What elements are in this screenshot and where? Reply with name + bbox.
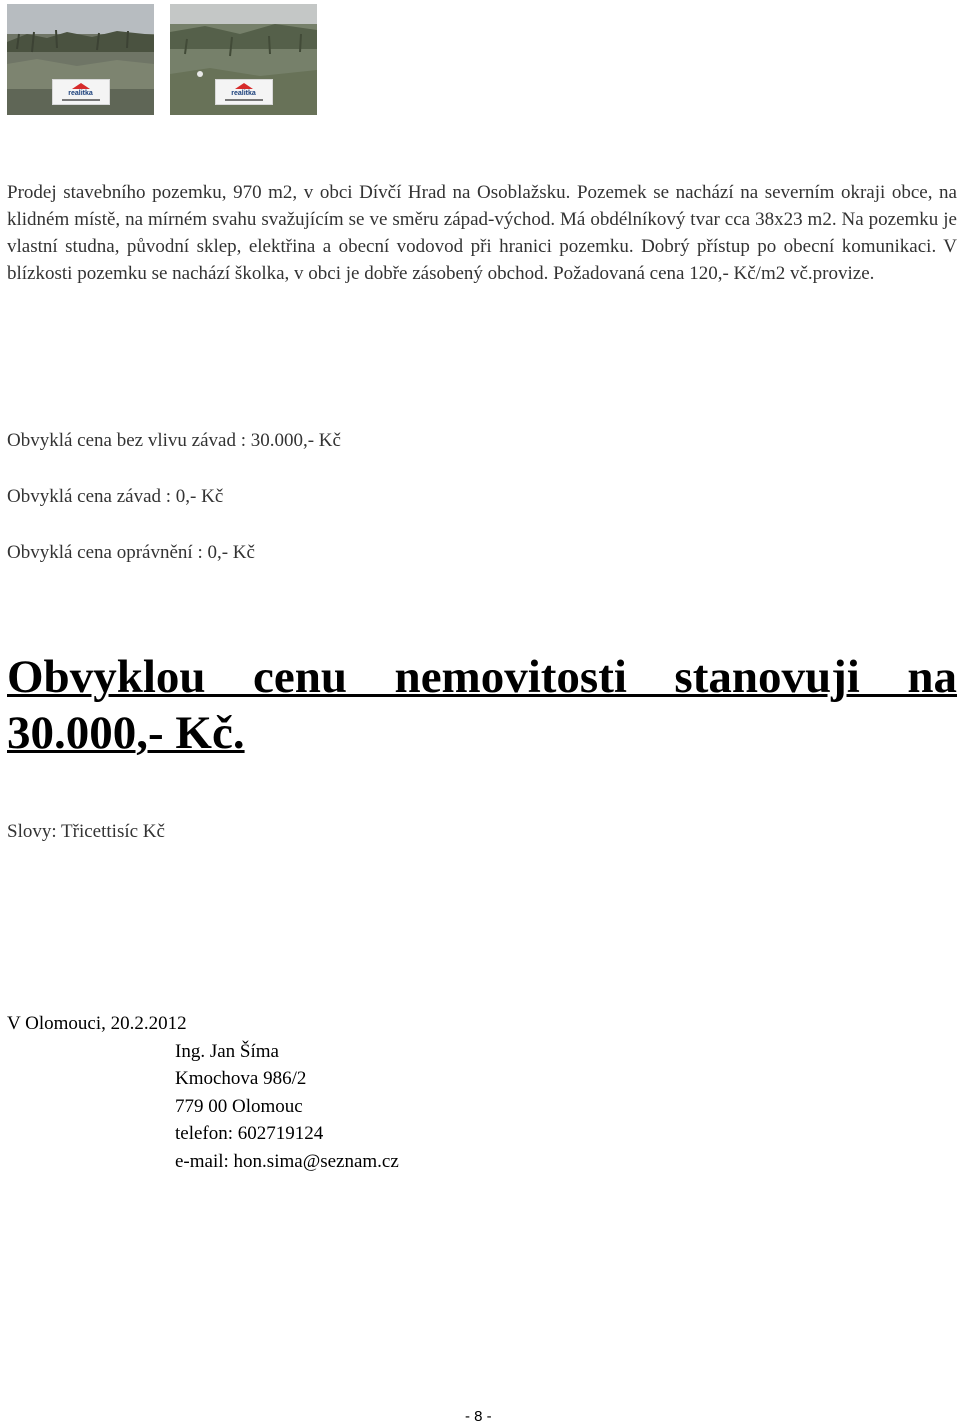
author-phone: telefon: 602719124: [175, 1123, 324, 1144]
logo-text: realitka: [231, 90, 256, 97]
logo-underline: [225, 99, 263, 101]
price-encumbrances: Obvyklá cena závad : 0,- Kč: [7, 486, 224, 507]
property-photo-1: [7, 4, 154, 115]
property-photos: [7, 4, 317, 115]
realitka-logo: [52, 79, 110, 105]
author-details: [7, 1038, 399, 1176]
realitka-logo: [215, 79, 273, 105]
place-date: V Olomouci, 20.2.2012: [7, 1013, 187, 1034]
roof-icon: [235, 83, 253, 89]
price-in-words: Slovy: Třicettisíc Kč: [7, 821, 165, 842]
valuation-conclusion: Obvyklou cenu nemovitosti stanovuji na 30.000,- Kč.: [7, 651, 957, 759]
roof-icon: [72, 83, 90, 89]
property-description: Prodej stavebního pozemku, 970 m2, v obci Dívčí Hrad na Osoblažsku. Pozemek se nachází na severním okraji obce, na klidném místě, na mírném svahu svažujícím se ve směru západ-východ. Má obdélníkový tvar cca 38x23 m2. Na pozemku je vlastní studna, původní sklep, elektřina a obecní vodovod při hranici pozemku. Dobrý přístup po obecní komunikaci. V blízkosti pozemku se nachází školka, v obci je dobře zásobený obchod. Požadovaná cena 120,- Kč/m2 vč.provize.: [7, 182, 957, 284]
property-photo-2: [170, 4, 317, 115]
price-without-encumbrances: Obvyklá cena bez vlivu závad : 30.000,- Kč: [7, 430, 341, 451]
logo-text: realitka: [68, 90, 93, 97]
valuation-values: [7, 427, 341, 567]
page-number: - 8 -: [465, 1408, 492, 1425]
author-street: Kmochova 986/2: [175, 1068, 307, 1089]
author-name: Ing. Jan Šíma: [175, 1040, 279, 1062]
signature-block: [7, 1010, 399, 1175]
author-city: 779 00 Olomouc: [175, 1095, 303, 1117]
author-email: e-mail: hon.sima@seznam.cz: [175, 1150, 399, 1172]
logo-underline: [62, 99, 100, 101]
price-rights: Obvyklá cena oprávnění : 0,- Kč: [7, 542, 255, 563]
